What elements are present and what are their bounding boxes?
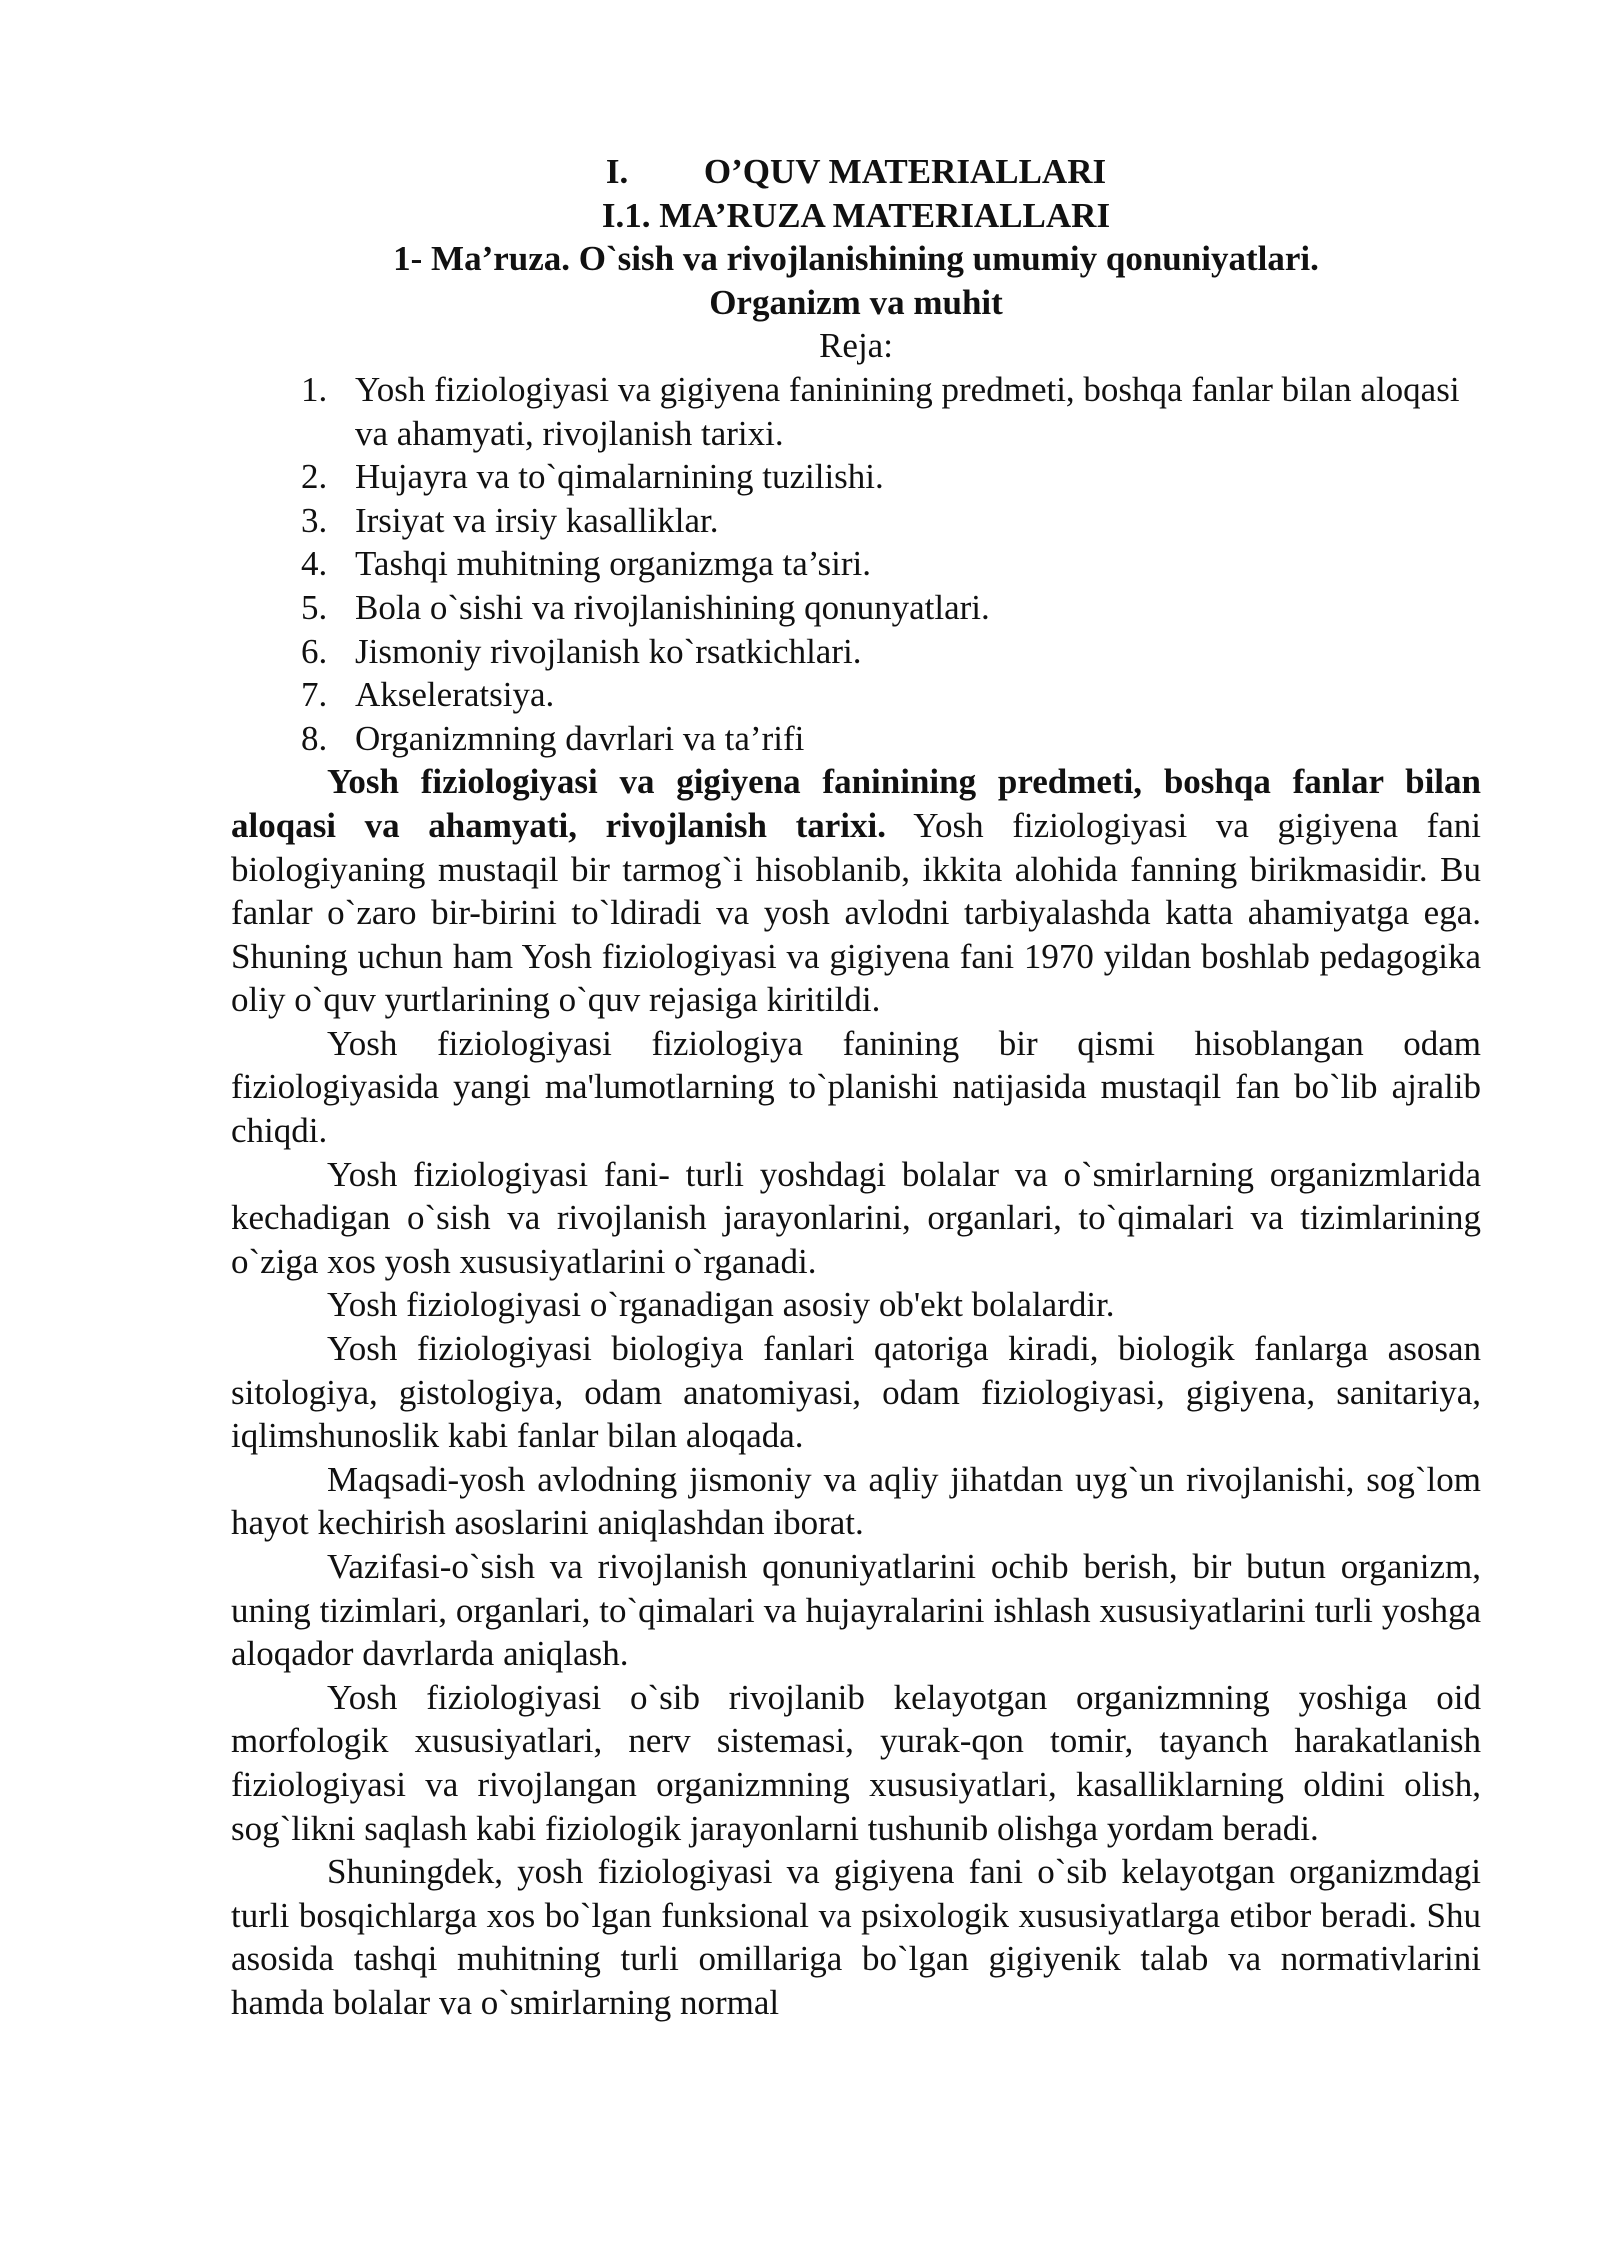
plan-item-text: Tashqi muhitning organizmga ta’siri. [355,544,871,584]
paragraph-intro-bold: Yosh fiziologiyasi va gigiyena faninining predmeti, boshqa fanlar bilan aloqasi va ahamyati, rivojlanish tarixi. [231,762,1481,845]
plan-item [231,717,1481,761]
plan-item-text: Irsiyat va irsiy kasalliklar. [355,500,719,540]
plan-item-number: 4. [301,544,328,584]
paragraph: Yosh fiziologiyasi fiziologiya fanining bir qismi hisoblangan odam fiziologiyasida yangi ma'lumotlarning to`planishi natijasida mustaqil fan bo`lib ajralib chiqdi. [231,1023,1481,1151]
plan-item-text: Jismoniy rivojlanish ko`rsatkichlari. [355,631,862,671]
section-title: O’QUV MATERIALLARI [703,152,1107,191]
plan-item-number: 6. [301,631,328,671]
plan-item-number: 8. [301,718,328,758]
plan-item [231,455,1481,499]
paragraph: Vazifasi-o`sish va rivojlanish qonuniyatlarini ochib berish, bir butun organizm, uning tizimlari, organlari, to`qimalari va hujayralarini ishlash xususiyatlarini turli yoshga aloqador davrlarda aniqlash. [231,1547,1481,1674]
plan-item-text: Akseleratsiya. [355,675,555,715]
plan-item-number: 3. [301,500,328,540]
plan-item [231,630,1481,674]
section-number: I. [605,152,629,191]
plan-label: Reja: [819,326,893,366]
plan-item-text: Hujayra va to`qimalarnining tuzilishi. [355,457,884,497]
section-heading [231,150,1481,194]
plan-item [231,673,1481,717]
paragraph: Shuningdek, yosh fiziologiyasi va gigiyena fani o`sib kelayotgan organizmdagi turli bosqichlarga xos bo`lgan funksional va psixologik xususiyatlarga etibor beradi. Shu asosida tashqi muhitning turli omillariga bo`lgan gigiyenik talab va normativlarini hamda bolalar va o`smirlarning normal [231,1852,1481,2022]
plan-item [231,542,1481,586]
paragraph: Yosh fiziologiyasi biologiya fanlari qatoriga kiradi, biologik fanlarga asosan sitologiya, gistologiya, odam anatomiyasi, odam fiziologiyasi, gigiyena, sanitariya, iqlimshunoslik kabi fanlar bilan aloqada. [231,1329,1481,1456]
plan-item-text: Organizmning davrlari va ta’rifi [355,718,805,758]
paragraph: Yosh fiziologiyasi o`sib rivojlanib kelayotgan organizmning yoshiga oid morfologik xususiyatlari, nerv sistemasi, yurak-qon tomir, tayanch harakatlanish fiziologiyasi va rivojlangan organizmning xususiyatlari, kasalliklarning oldini olish, sog`likni saqlash kabi fiziologik jarayonlarni tushunib olishga yordam beradi. [231,1677,1481,1848]
plan-item [231,499,1481,543]
plan-item-number: 1. [301,369,328,409]
paragraph: Yosh fiziologiyasi fani- turli yoshdagi bolalar va o`smirlarning organizmlarida kechadigan o`sish va rivojlanish jarayonlarini, organlari, to`qimalari va tizimlarining o`ziga xos yosh xususiyatlarini o`rganadi. [231,1154,1481,1281]
plan-item [231,586,1481,630]
plan-item-text: Bola o`sishi va rivojlanishining qonunyatlari. [355,587,990,627]
lecture-title-line2: Organizm va muhit [709,282,1003,322]
subsection-heading: I.1. MA’RUZA MATERIALLARI [601,195,1111,235]
paragraph: Maqsadi-yosh avlodning jismoniy va aqliy jihatdan uyg`un rivojlanishi, sog`lom hayot kechirish asoslarini aniqlashdan iborat. [231,1459,1481,1543]
paragraph-intro [231,760,1481,1022]
plan-item-number: 7. [301,675,328,715]
paragraph-intro-text: Yosh fiziologiyasi va gigiyena fani biologiyaning mustaqil bir tarmog`i hisoblanib, ikkita alohida fanning birikmasidir. Bu fanlar o`zaro bir-birini to`ldiradi va yosh avlodni tarbiyalashda katta ahamiyatga ega. Shuning uchun ham Yosh fiziologiyasi va gigiyena fani 1970 yildan boshlab pedagogika oliy o`quv yurtlarining o`quv rejasiga kiritildi. [231,805,1481,1020]
plan-item [231,368,1481,455]
lecture-title-line1: 1- Ma’ruza. O`sish va rivojlanishining umumiy qonuniyatlari. [393,239,1319,279]
plan-item-number: 5. [301,587,328,627]
document-page [231,150,1481,2025]
plan-item-number: 2. [301,457,328,497]
plan-item-text: Yosh fiziologiyasi va gigiyena faninining predmeti, boshqa fanlar bilan aloqasi va ahamyati, rivojlanish tarixi. [355,369,1460,453]
plan-list [231,368,1481,760]
paragraph: Yosh fiziologiyasi o`rganadigan asosiy ob'ekt bolalardir. [327,1285,1115,1325]
